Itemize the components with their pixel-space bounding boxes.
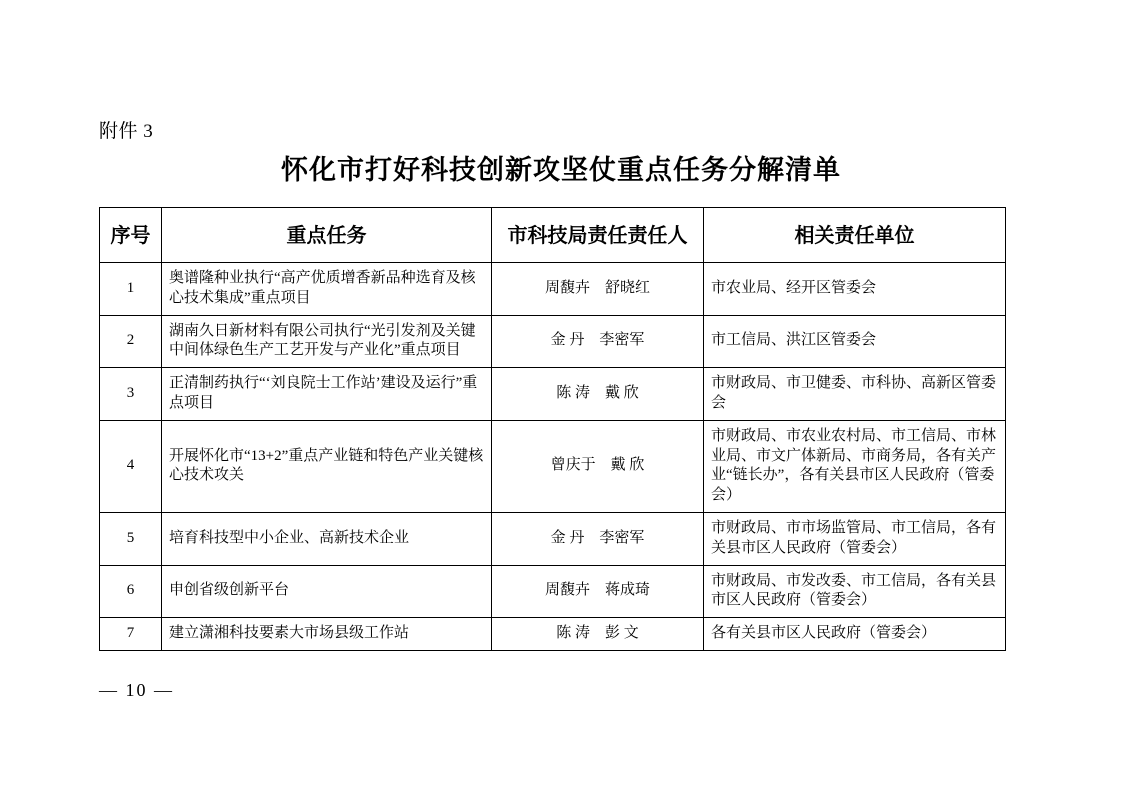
cell-person: 金 丹 李密军 <box>492 512 704 565</box>
cell-person: 金 丹 李密军 <box>492 315 704 368</box>
attachment-label: 附件 3 <box>99 121 154 142</box>
table-row <box>100 512 1006 565</box>
cell-no: 5 <box>100 512 162 565</box>
cell-task: 正清制药执行“‘刘良院士工作站’建设及运行”重点项目 <box>162 368 492 421</box>
cell-unit: 市财政局、市市场监管局、市工信局，各有关县市区人民政府（管委会） <box>704 512 1006 565</box>
cell-task: 奥谱隆种业执行“高产优质增香新品种选育及核心技术集成”重点项目 <box>162 263 492 316</box>
cell-no: 1 <box>100 263 162 316</box>
column-header-unit: 相关责任单位 <box>704 208 1006 263</box>
cell-task: 培育科技型中小企业、高新技术企业 <box>162 512 492 565</box>
column-header-person: 市科技局责任责任人 <box>492 208 704 263</box>
cell-unit: 市财政局、市发改委、市工信局，各有关县市区人民政府（管委会） <box>704 565 1006 618</box>
cell-task: 开展怀化市“13+2”重点产业链和特色产业关键核心技术攻关 <box>162 420 492 512</box>
cell-no: 7 <box>100 618 162 651</box>
cell-task: 湖南久日新材料有限公司执行“光引发剂及关键中间体绿色生产工艺开发与产业化”重点项目 <box>162 315 492 368</box>
table-row <box>100 263 1006 316</box>
table-row <box>100 618 1006 651</box>
table-row <box>100 420 1006 512</box>
cell-no: 2 <box>100 315 162 368</box>
cell-unit: 市财政局、市卫健委、市科协、高新区管委会 <box>704 368 1006 421</box>
cell-no: 4 <box>100 420 162 512</box>
cell-person: 周馥卉 舒晓红 <box>492 263 704 316</box>
page-number: — 10 — <box>99 680 174 700</box>
cell-person: 陈 涛 戴 欣 <box>492 368 704 421</box>
table-row <box>100 315 1006 368</box>
page-title: 怀化市打好科技创新攻坚仗重点任务分解清单 <box>281 155 841 186</box>
cell-person: 陈 涛 彭 文 <box>492 618 704 651</box>
cell-unit: 市工信局、洪江区管委会 <box>704 315 1006 368</box>
column-header-task: 重点任务 <box>162 208 492 263</box>
table-row <box>100 368 1006 421</box>
cell-no: 3 <box>100 368 162 421</box>
cell-task: 建立潇湘科技要素大市场县级工作站 <box>162 618 492 651</box>
cell-task: 申创省级创新平台 <box>162 565 492 618</box>
cell-unit: 各有关县市区人民政府（管委会） <box>704 618 1006 651</box>
task-breakdown-table <box>99 207 1006 651</box>
table-row <box>100 565 1006 618</box>
cell-no: 6 <box>100 565 162 618</box>
cell-unit: 市财政局、市农业农村局、市工信局、市林业局、市文广体新局、市商务局，各有关产业“链长办”，各有关县市区人民政府（管委会） <box>704 420 1006 512</box>
cell-person: 曾庆于 戴 欣 <box>492 420 704 512</box>
cell-unit: 市农业局、经开区管委会 <box>704 263 1006 316</box>
cell-person: 周馥卉 蒋成琦 <box>492 565 704 618</box>
table-header-row <box>100 208 1006 263</box>
column-header-no: 序号 <box>100 208 162 263</box>
